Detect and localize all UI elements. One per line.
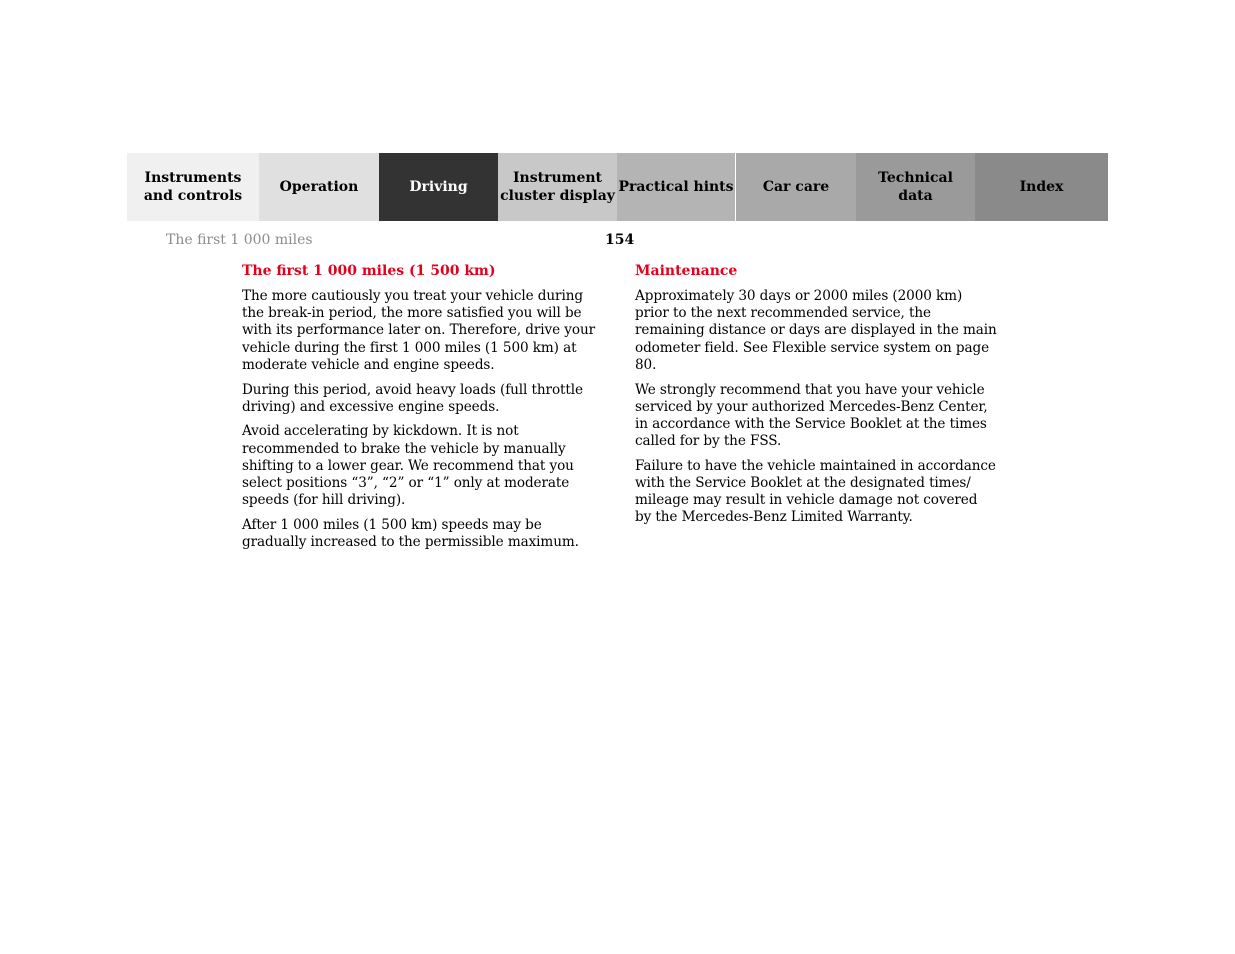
maintenance-section: [635, 263, 997, 534]
tab-label: Technical data: [878, 170, 953, 204]
tab-practical-hints[interactable]: [617, 153, 736, 221]
chapter-nav: [127, 153, 1108, 221]
tab-instrument-cluster-display[interactable]: [498, 153, 617, 221]
running-header: The first 1 000 miles: [166, 232, 313, 248]
section-title: Maintenance: [635, 263, 738, 279]
tab-instruments-and-controls[interactable]: [127, 153, 259, 221]
tab-car-care[interactable]: [736, 153, 856, 221]
tab-label: Practical hints: [618, 179, 734, 195]
break-in-section: [242, 263, 604, 559]
tab-technical-data[interactable]: [856, 153, 975, 221]
tab-index[interactable]: [975, 153, 1108, 221]
paragraph: Approximately 30 days or 2000 miles (2000 km) prior to the next recommended service, the remaining distance or days are displayed in the main odometer field. See Flexible service system on page 80.: [635, 288, 997, 373]
paragraph: During this period, avoid heavy loads (full throttle driving) and excessive engine speeds.: [242, 381, 583, 415]
tab-label: Car care: [762, 179, 830, 195]
paragraph: Avoid accelerating by kickdown. It is not recommended to brake the vehicle by manually shifting to a lower gear. We recommend that you select positions “3”, “2” or “1” only at moderate speeds (for hill driving).: [242, 423, 574, 509]
paragraph: Failure to have the vehicle maintained in accordance with the Service Booklet at the designated times/ mileage may result in vehicle damage not covered by the Mercedes-Benz Limited Warranty.: [635, 457, 996, 526]
tab-label: Index: [1019, 179, 1064, 195]
tab-operation[interactable]: [259, 153, 379, 221]
tab-label: Driving: [409, 179, 468, 195]
paragraph: We strongly recommend that you have your vehicle serviced by your authorized Mercedes-Benz Center, in accordance with the Service Booklet at the times called for by the FSS.: [635, 381, 988, 450]
tab-driving[interactable]: [379, 153, 498, 221]
section-title: The first 1 000 miles (1 500 km): [242, 263, 496, 279]
tab-label: Instruments and controls: [143, 170, 243, 204]
tab-label: Operation: [279, 179, 359, 195]
tab-label: Instrument cluster display: [500, 170, 615, 204]
paragraph: After 1 000 miles (1 500 km) speeds may be gradually increased to the permissible maximum.: [242, 516, 579, 551]
page-number: 154: [605, 232, 635, 248]
paragraph: The more cautiously you treat your vehicle during the break-in period, the more satisfied you will be with its performance later on. Therefore, drive your vehicle during the first 1 000 miles (1 500 km) at moderate vehicle and engine speeds.: [242, 288, 595, 373]
